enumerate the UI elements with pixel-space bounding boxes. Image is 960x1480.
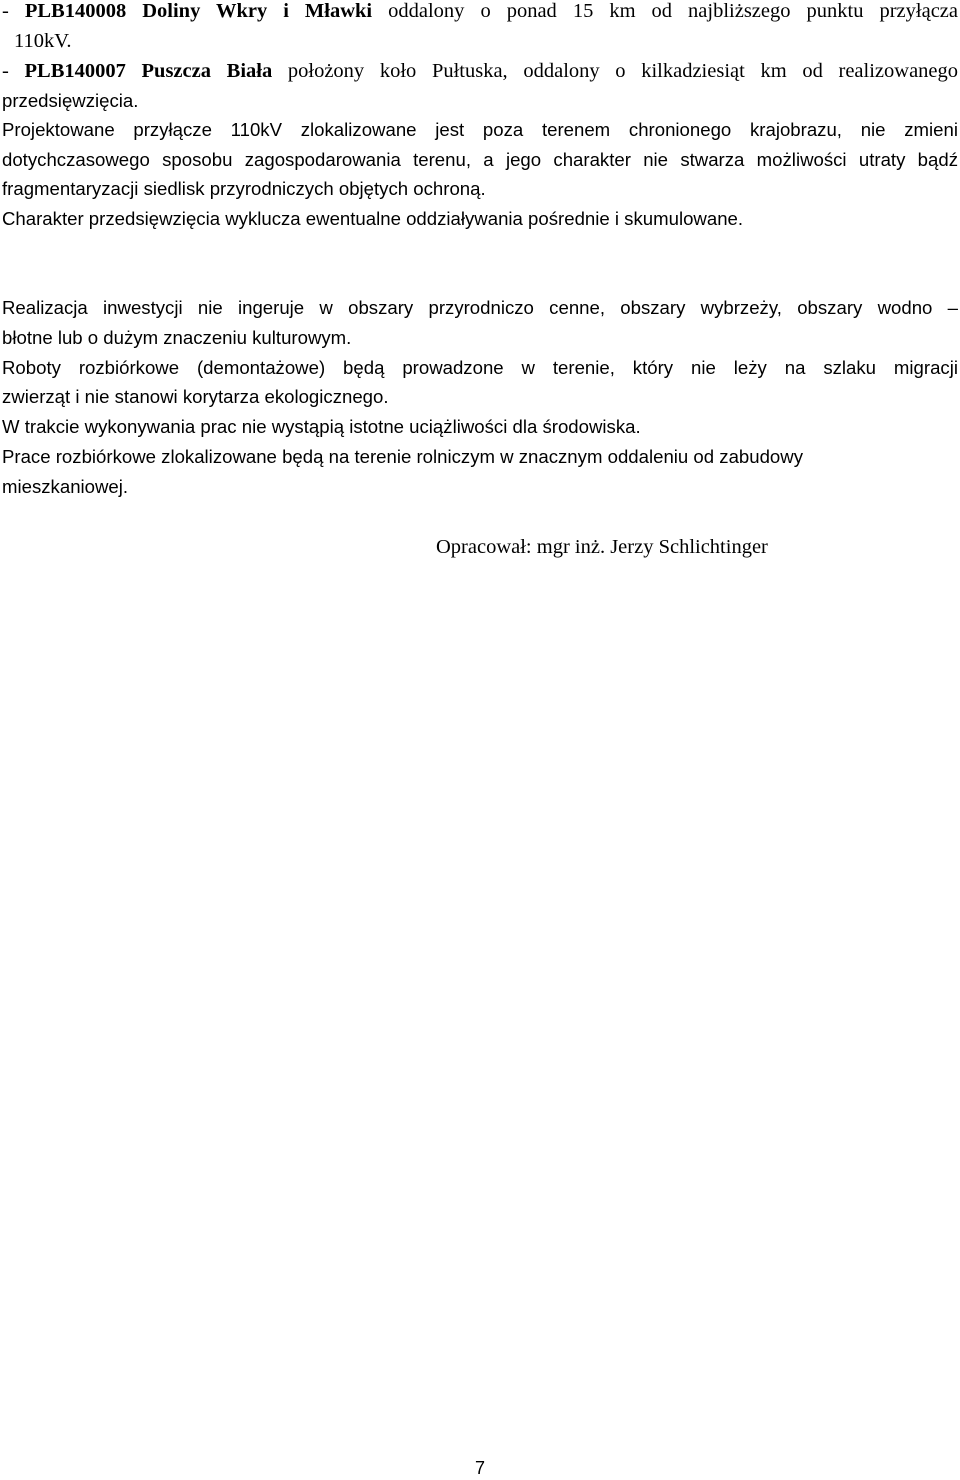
paragraph-2-line-3: Roboty rozbiórkowe (demontażowe) będą prowadzone w terenie, który nie leży na szlaku migracji bbox=[2, 357, 958, 378]
paragraph-2-line-5: W trakcie wykonywania prac nie wystąpią istotne uciążliwości dla środowiska. bbox=[2, 416, 641, 437]
paragraph-2-line-2: błotne lub o dużym znaczeniu kulturowym. bbox=[2, 327, 352, 348]
paragraph-2-line-7: mieszkaniowej. bbox=[2, 476, 129, 497]
site-code-name: PLB140007 Puszcza Biała bbox=[24, 60, 273, 82]
paragraph-1-line-2: dotychczasowego sposobu zagospodarowania terenu, a jego charakter nie stwarza możliwości utraty bądź bbox=[2, 149, 958, 170]
site-description: położony koło Pułtuska, oddalony o kilkadziesiąt km od realizowanego bbox=[272, 60, 959, 82]
author-signature: Opracował: mgr inż. Jerzy Schlichtinger bbox=[436, 536, 768, 558]
site-list-item-2-line-2: przedsięwzięcia. bbox=[2, 90, 139, 111]
paragraph-2-line-6: Prace rozbiórkowe zlokalizowane będą na terenie rolniczym w znacznym oddaleniu od zabudowy bbox=[2, 446, 803, 467]
paragraph-1-line-3: fragmentaryzacji siedlisk przyrodniczych objętych ochroną. bbox=[2, 178, 486, 199]
site-list-item-1-line-1 bbox=[2, 0, 958, 26]
site-list-item-1-line-2: 110kV. bbox=[14, 30, 72, 52]
site-description: oddalony o ponad 15 km od najbliższego punktu przyłącza bbox=[372, 0, 958, 22]
site-code-name: PLB140008 Doliny Wkry i Mławki bbox=[24, 0, 373, 22]
paragraph-2-line-1: Realizacja inwestycji nie ingeruje w obszary przyrodniczo cenne, obszary wybrzeży, obszary wodno – bbox=[2, 297, 958, 318]
list-dash: - bbox=[2, 0, 25, 22]
paragraph-1-line-4: Charakter przedsięwzięcia wyklucza ewentualne oddziaływania pośrednie i skumulowane. bbox=[2, 208, 744, 229]
site-list-item-2-line-1 bbox=[2, 56, 958, 86]
page-number: 7 bbox=[474, 1458, 485, 1478]
list-dash: - bbox=[2, 60, 25, 82]
paragraph-2-line-4: zwierząt i nie stanowi korytarza ekologicznego. bbox=[2, 386, 389, 407]
paragraph-1-line-1: Projektowane przyłącze 110kV zlokalizowane jest poza terenem chronionego krajobrazu, nie zmieni bbox=[2, 119, 958, 140]
